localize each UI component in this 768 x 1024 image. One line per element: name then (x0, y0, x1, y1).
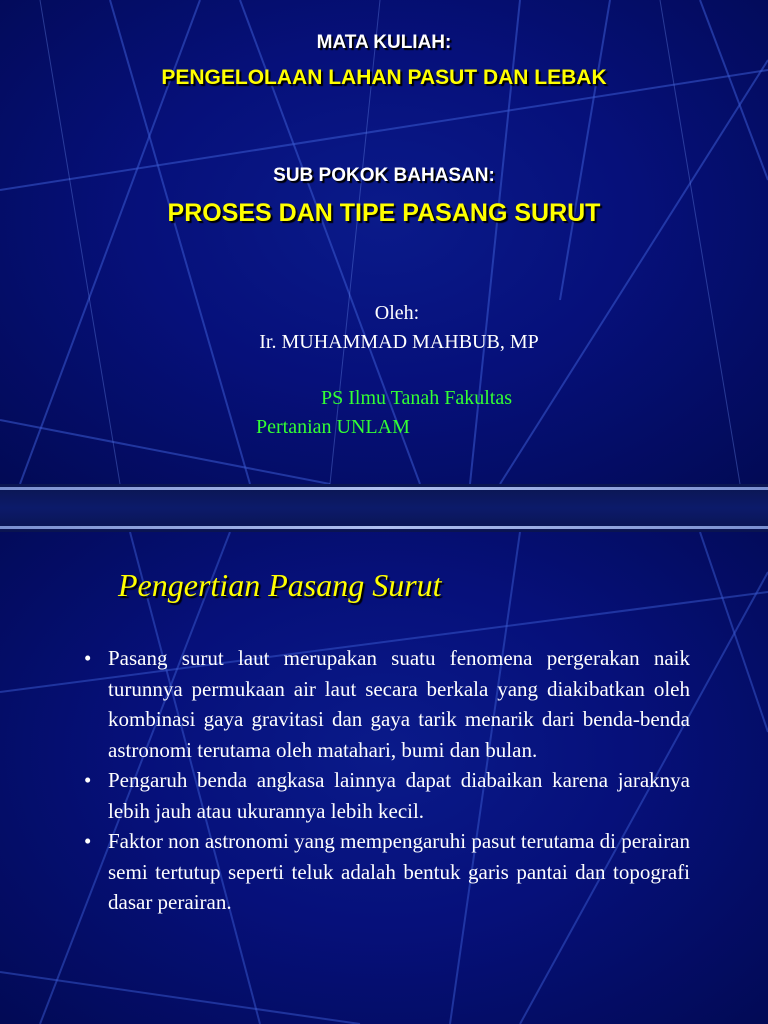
author-name: Ir. MUHAMMAD MAHBUB, MP (259, 331, 539, 353)
bullet-text: Pasang surut laut merupakan suatu fenomena pergerakan naik turunnya permukaan air laut secara berkala yang diakibatkan oleh kombinasi gaya gravitasi dan gaya tarik menarik dari benda-benda astronomi terutama oleh matahari, bumi dan bulan. (108, 646, 690, 762)
list-item (84, 765, 690, 826)
bullet-list (84, 643, 690, 918)
course-title: PENGELOLAAN LAHAN PASUT DAN LEBAK (161, 66, 607, 89)
bullet-icon: • (84, 646, 92, 670)
section-title: Pengertian Pasang Surut (118, 567, 442, 603)
institution-line-1: PS Ilmu Tanah Fakultas (321, 387, 513, 409)
course-label: MATA KULIAH: (316, 32, 452, 53)
list-item (84, 826, 690, 918)
bullet-icon: • (84, 829, 92, 853)
list-item (84, 643, 690, 765)
institution-line-2: Pertanian UNLAM (256, 416, 410, 438)
bullet-text: Pengaruh benda angkasa lainnya dapat diabaikan karena jaraknya lebih jauh atau ukurannya lebih kecil. (108, 768, 690, 823)
divider-rule-bottom (0, 526, 768, 529)
bullet-text: Faktor non astronomi yang mempengaruhi pasut terutama di perairan semi tertutup seperti teluk adalah bentuk garis pantai dan topografi dasar perairan. (108, 829, 691, 914)
subtopic-label: SUB POKOK BAHASAN: (273, 165, 495, 186)
slide-divider (0, 484, 768, 532)
subtopic-title: PROSES DAN TIPE PASANG SURUT (167, 199, 601, 227)
bullet-icon: • (84, 768, 92, 792)
by-label: Oleh: (374, 302, 420, 324)
title-slide (0, 0, 768, 484)
divider-rule-top (0, 487, 768, 490)
